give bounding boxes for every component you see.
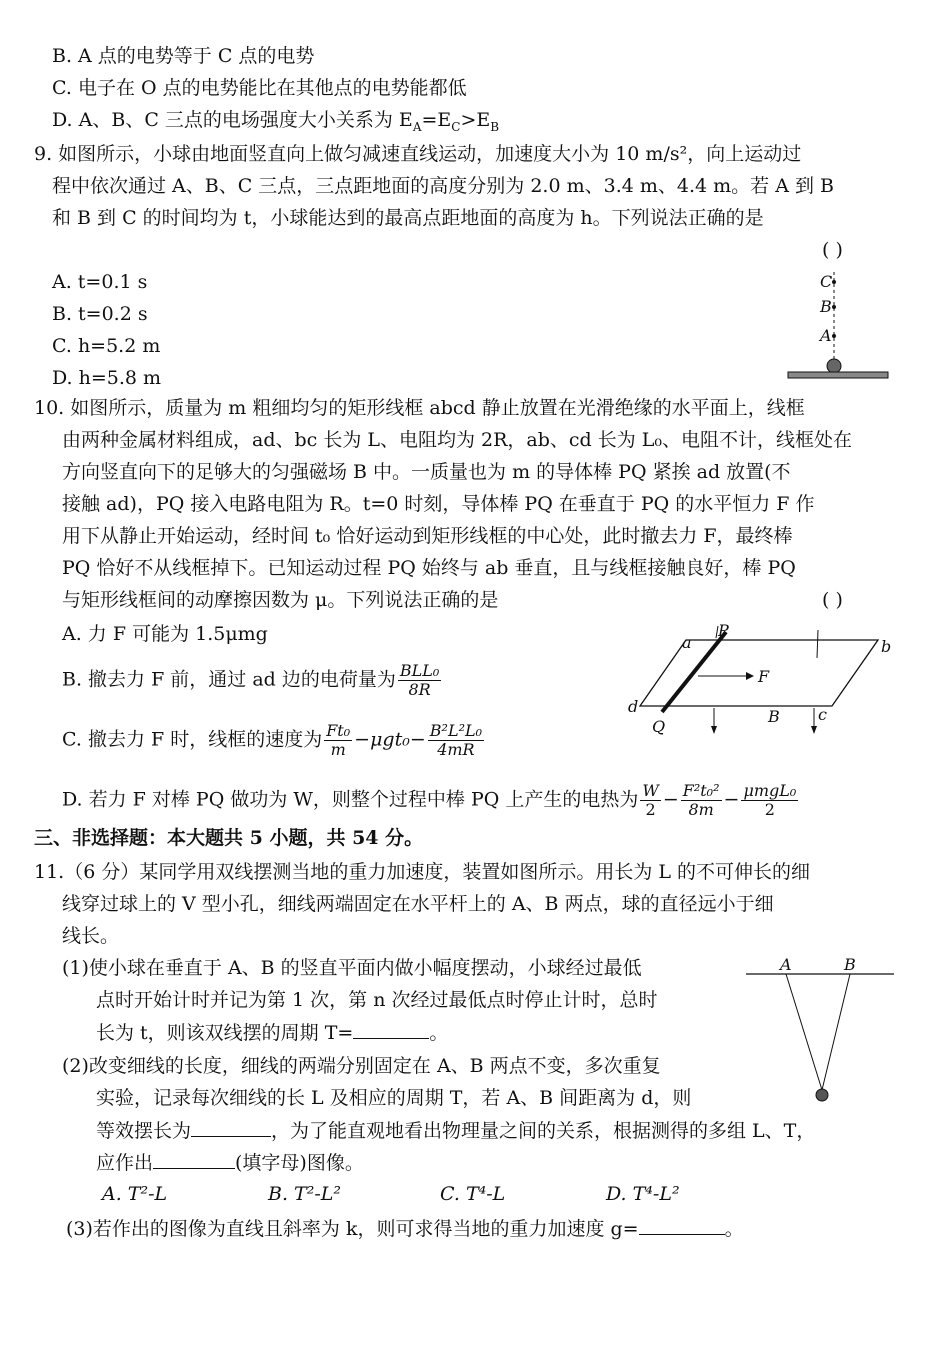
q11-part1-line3: 长为 t，则该双线摆的周期 T= 。 [96, 1022, 449, 1044]
q9-ground [788, 372, 888, 378]
q10-option-c: C. 撤去力 F 时，线框的速度为 $\frac{\text{Ft₀}}{m}$ −μgt₀− $\frac{\text{B²L²L₀}}{4mR}$ [62, 721, 483, 759]
q11-part3: (3)若作出的图像为直线且斜率为 k，则可求得当地的重力加速度 g= 。 [66, 1218, 744, 1240]
q10-label-q: Q [652, 717, 666, 736]
q10-option-c-fraction-2: $\frac{\text{B²L²L₀}}{4mR}$ [429, 721, 483, 759]
q11-option-a: A. T²-L [102, 1183, 168, 1205]
q10-answer-paren: ( ) [822, 589, 843, 611]
q10-label-b: b [881, 637, 892, 656]
q10-rod-pq [662, 632, 726, 712]
q11-option-b: B. T²-L² [268, 1183, 341, 1205]
q10-stem-line4: 接触 ad)，PQ 接入电路电阻为 R。t=0 时刻，导体棒 PQ 在垂直于 PQ 的水平恒力 F 作 [62, 493, 815, 515]
q9-stem-line1: 9. 如图所示，小球由地面竖直向上做匀减速直线运动，加速度大小为 10 m/s²，向上运动过 [34, 143, 802, 165]
q10-option-c-fraction-1: $\frac{\text{Ft₀}}{m}$ [326, 721, 351, 759]
q11-string-right [822, 974, 850, 1090]
q11-option-c: C. T⁴-L [440, 1183, 506, 1205]
q11-option-d: D. T⁴-L² [606, 1183, 680, 1205]
q9-label-a: A [820, 326, 832, 345]
q9-option-a: A. t=0.1 s [52, 271, 148, 293]
q10-label-field-b: B [768, 707, 780, 726]
q10-label-a: a [682, 633, 692, 652]
q10-label-p: P [718, 621, 729, 640]
q10-stem-line2: 由两种金属材料组成，ad、bc 长为 L、电阻均为 2R，ab、cd 长为 L₀、电阻不计，线框处在 [62, 429, 853, 451]
q11-part2-line2: 实验，记录每次细线的长 L 及相应的周期 T，若 A、B 间距离为 d，则 [96, 1087, 692, 1109]
q11-label-b: B [844, 955, 856, 974]
q10-option-b-fraction: $\frac{\text{BLL₀}}{8R}$ [399, 661, 440, 699]
q8-option-b: B. A 点的电势等于 C 点的电势 [52, 45, 315, 67]
q11-stem-line2: 线穿过球上的 V 型小孔，细线两端固定在水平杆上的 A、B 两点，球的直径远小于细 [62, 893, 774, 915]
q11-part2-line1: (2)改变细线的长度，细线的两端分别固定在 A、B 两点不变，多次重复 [62, 1055, 661, 1077]
q10-option-d-fraction-2: $\frac{\text{F²t₀²}}{8m}$ [682, 781, 720, 819]
q10-option-b: B. 撤去力 F 前，通过 ad 边的电荷量为 $\frac{\text{BLL₀}}{8R}$ [62, 661, 440, 699]
q11-length-blank [191, 1118, 271, 1137]
q9-point-c [832, 280, 836, 284]
q10-stem-line5: 用下从静止开始运动，经时间 t₀ 恰好运动到矩形线框的中心处，此时撤去力 F，最终棒 [62, 525, 793, 547]
q9-option-c: C. h=5.2 m [52, 335, 161, 357]
q11-part2-line3: 等效摆长为 ，为了能直观地看出物理量之间的关系，根据测得的多组 L、T， [96, 1120, 816, 1142]
q10-label-d: d [628, 697, 639, 716]
q10-frame-figure [618, 620, 898, 750]
q10-stem-line6: PQ 恰好不从线框掉下。已知运动过程 PQ 始终与 ab 垂直，且与线框接触良好，棒 PQ [62, 557, 796, 579]
q10-field-line-mid [817, 630, 818, 658]
q11-period-blank [353, 1020, 429, 1039]
q10-stem-line1: 10. 如图所示，质量为 m 粗细均匀的矩形线框 abcd 静止放置在光滑绝缘的水平面上，线框 [34, 397, 805, 419]
q11-ball [816, 1089, 828, 1101]
q11-string-left [786, 974, 822, 1090]
q10-stem-line7: 与矩形线框间的动摩擦因数为 μ。下列说法正确的是 [62, 589, 499, 611]
q9-label-b: B [820, 297, 832, 316]
q11-pendulum-figure [740, 954, 900, 1104]
q10-force-arrowhead [746, 672, 754, 680]
q10-option-d-fraction-3: $\frac{\text{μmgL₀}}{2}$ [743, 781, 797, 819]
q10-option-a: A. 力 F 可能为 1.5μmg [62, 623, 268, 645]
section-3-heading: 三、非选择题：本大题共 5 小题，共 54 分。 [34, 827, 424, 849]
q9-point-b [832, 305, 836, 309]
q11-part1-line2: 点时开始计时并记为第 1 次，第 n 次经过最低点时停止计时，总时 [96, 989, 658, 1011]
q9-stem-line3: 和 B 到 C 的时间均为 t，小球能达到的最高点距地面的高度为 h。下列说法正确的是 [52, 207, 764, 229]
q9-stem-line2: 程中依次通过 A、B、C 三点，三点距地面的高度分别为 2.0 m、3.4 m、4.4 m。若 A 到 B [52, 175, 834, 197]
q10-option-d-fraction-1: $\frac{W}{2}$ [642, 781, 659, 819]
q11-label-a: A [780, 955, 792, 974]
q10-label-f: F [758, 667, 770, 686]
q9-label-c: C [820, 272, 833, 291]
q10-option-d: D. 若力 F 对棒 PQ 做功为 W，则整个过程中棒 PQ 上产生的电热为 $\frac{W}{2}$ − $\frac{\text{F²t₀²}}{8m}$ − $\frac{\text{μmgL₀}}{2}$ [62, 781, 797, 819]
q9-option-b: B. t=0.2 s [52, 303, 148, 325]
q9-ball-figure [780, 268, 900, 383]
q11-gravity-blank [639, 1216, 725, 1235]
q10-label-c: c [818, 705, 827, 724]
q11-graph-blank [153, 1150, 235, 1169]
q11-part1-line1: (1)使小球在垂直于 A、B 的竖直平面内做小幅度摆动，小球经过最低 [62, 957, 642, 979]
q9-ball [827, 359, 841, 373]
q9-answer-paren: ( ) [822, 239, 843, 261]
q11-stem-line3: 线长。 [62, 925, 120, 947]
q10-stem-line3: 方向竖直向下的足够大的匀强磁场 B 中。一质量也为 m 的导体棒 PQ 紧挨 ad 放置(不 [62, 461, 791, 483]
q11-part2-line4: 应作出 (填字母)图像。 [96, 1152, 364, 1174]
q8-option-d: D. A、B、C 三点的电场强度大小关系为 $E_A=E_C>E_B$ [52, 109, 500, 134]
q11-stem-line1: 11.（6 分）某同学用双线摆测当地的重力加速度，装置如图所示。用长为 L 的不可伸长的细 [34, 861, 811, 883]
q9-point-a [832, 334, 836, 338]
q9-option-d: D. h=5.8 m [52, 367, 162, 389]
q8-option-c: C. 电子在 O 点的电势能比在其他点的电势能都低 [52, 77, 467, 99]
